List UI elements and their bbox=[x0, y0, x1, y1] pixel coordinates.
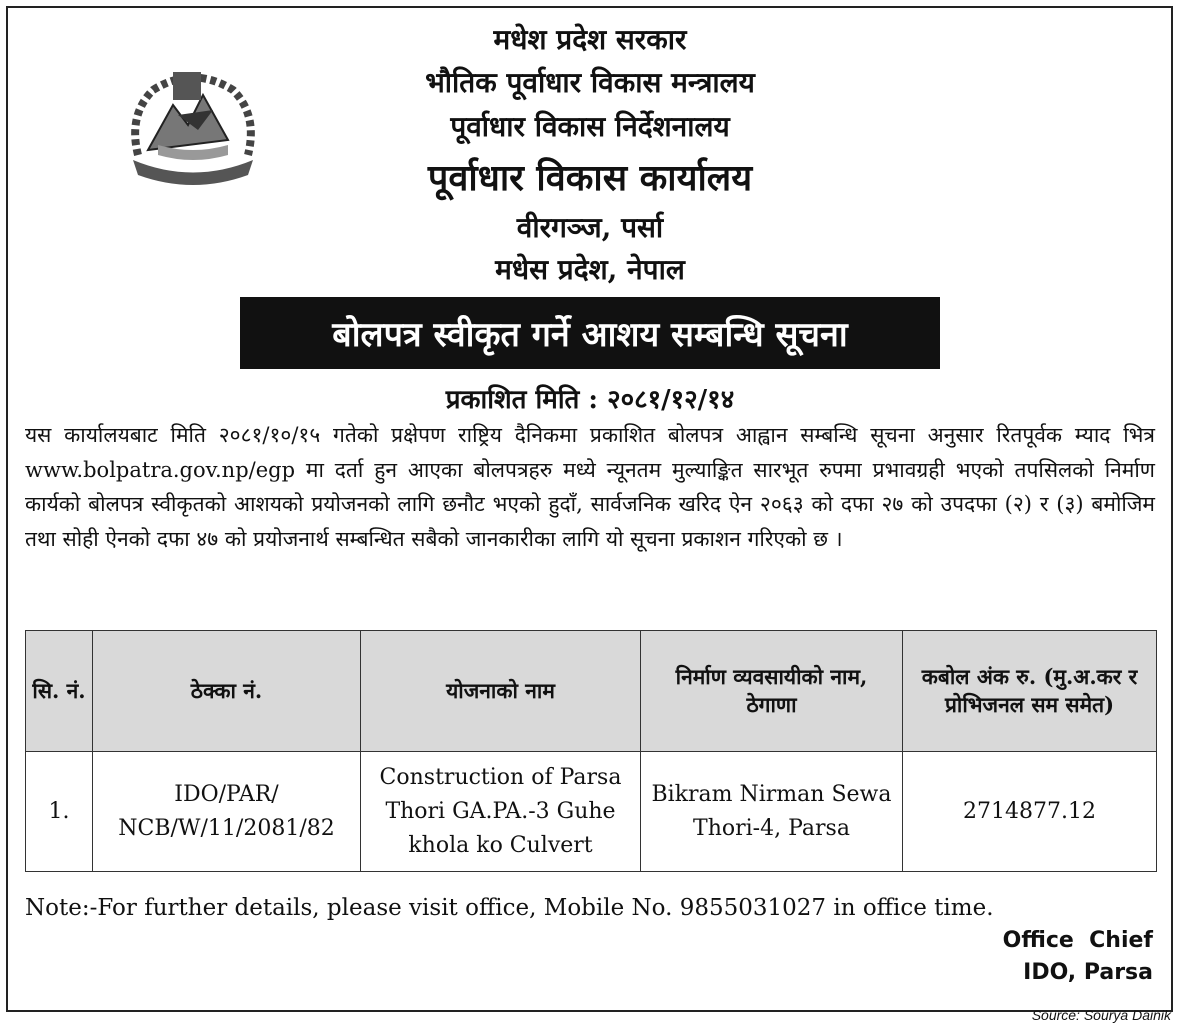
cell-contract-no: IDO/PAR/ NCB/W/11/2081/82 bbox=[93, 752, 361, 872]
publish-date: प्रकाशित मिति : २०८१/१२/१४ bbox=[445, 385, 735, 415]
signature-block bbox=[1003, 925, 1153, 989]
signature-office: IDO, Parsa bbox=[1023, 960, 1153, 985]
cell-project-name: Construction of Parsa Thori GA.PA.-3 Guhe khola ko Culvert bbox=[361, 752, 641, 872]
header-line-5: वीरगञ्ज, पर्सा bbox=[516, 211, 664, 244]
table-header-row bbox=[26, 631, 1157, 752]
header-line-6: मधेस प्रदेश, नेपाल bbox=[495, 253, 685, 286]
header-line-2: भौतिक पूर्वाधार विकास मन्त्रालय bbox=[425, 66, 755, 99]
cell-sn: 1. bbox=[26, 752, 93, 872]
col-header-sn: सि. नं. bbox=[26, 631, 93, 752]
cell-contractor: Bikram Nirman Sewa Thori-4, Parsa bbox=[641, 752, 903, 872]
col-header-contractor: निर्माण व्यवसायीको नाम, ठेगाणा bbox=[641, 631, 903, 752]
col-header-bid-amount: कबोल अंक रु. (मु.अ.कर र प्रोभिजनल सम समेत) bbox=[903, 631, 1157, 752]
col-header-contract-no: ठेक्का नं. bbox=[93, 631, 361, 752]
office-name: पूर्वाधार विकास कार्यालय bbox=[427, 157, 753, 199]
header-line-1: मधेश प्रदेश सरकार bbox=[493, 23, 687, 56]
table-row bbox=[26, 752, 1157, 872]
note-text: Note:-For further details, please visit office, Mobile No. 9855031027 in office time. bbox=[25, 895, 994, 921]
col-header-project-name: योजनाको नाम bbox=[361, 631, 641, 752]
source-credit: Source: Sourya Dainik bbox=[1031, 1007, 1171, 1023]
header-line-3: पूर्वाधार विकास निर्देशनालय bbox=[450, 110, 730, 143]
cell-bid-amount: 2714877.12 bbox=[903, 752, 1157, 872]
notice-body: यस कार्यालयबाट मिति २०८१/१०/१५ गतेको प्रक्षेपण राष्ट्रिय दैनिकमा प्रकाशित बोलपत्र आह्वान सम्बन्धि सूचना अनुसार रितपूर्वक म्याद भित्र www.bolpatra.gov.np/egp मा दर्ता हुन आएका बोलपत्रहरु मध्ये न्यूनतम मुल्याङ्कित सारभूत रुपमा प्रभावग्रही भएको तपसिलको निर्माण कार्यको बोलपत्र स्वीकृतको आशयको प्रयोजनको लागि छनौट भएको हुदाँ, सार्वजनिक खरिद ऐन २०६३ को दफा २७ को उपदफा (२) र (३) बमोजिम तथा सोही ऐनको दफा ४७ को प्रयोजनार्थ सम्बन्धित सबैको जानकारीका लागि यो सूचना प्रकाशन गरिएको छ । bbox=[25, 423, 1155, 551]
notice-title: बोलपत्र स्वीकृत गर्ने आशय सम्बन्धि सूचना bbox=[240, 297, 940, 369]
award-table bbox=[25, 630, 1157, 872]
signature-title: Office Chief bbox=[1002, 928, 1153, 953]
